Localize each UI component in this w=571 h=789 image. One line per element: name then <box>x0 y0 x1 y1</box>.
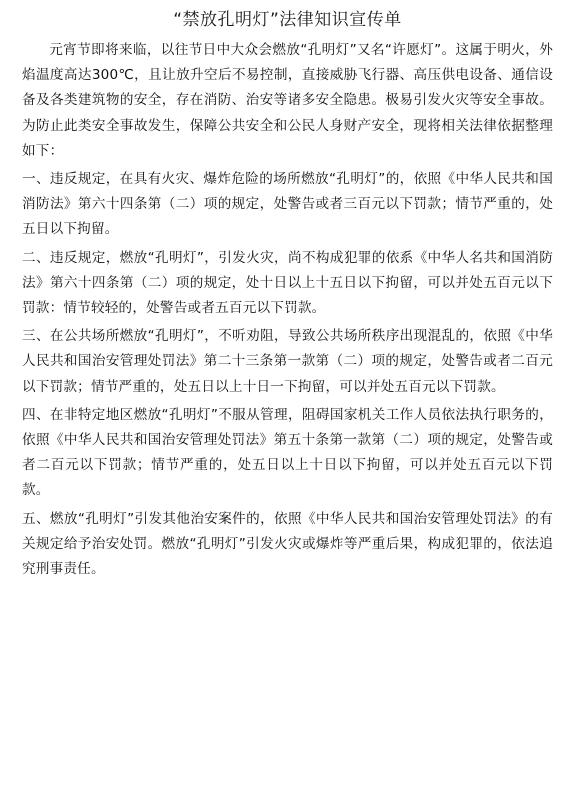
legal-item-4: 四、在非特定地区燃放“孔明灯”不服从管理，阻碍国家机关工作人员依法执行职务的，依照《中华人民共和国治安管理处罚法》第五十条第一款第（二）项的规定，处警告或者二百元以下罚款；情节严重的，处五日以上十日以下拘留，可以并处五百元以下罚款。 <box>22 406 553 499</box>
legal-item-3: 三、在公共场所燃放“孔明灯”，不听劝阻，导致公共场所秩序出现混乱的，依照《中华人民共和国治安管理处罚法》第二十三条第一款第（二）项的规定，处警告或者二百元以下罚款；情节严重的，处五日以上十日一下拘留，可以并处五百元以下罚款。 <box>22 328 553 395</box>
intro-paragraph: 元宵节即将来临，以往节日中大众会燃放“孔明灯”又名“许愿灯”。这属于明火，外焰温度高达300℃，且让放升空后不易控制，直接威胁飞行器、高压供电设备、通信设备及各类建筑物的安全，存在消防、治安等诸多安全隐患。极易引发火灾等安全事故。为防止此类安全事故发生，保障公共安全和公民人身财产安全，现将相关法律依据整理如下： <box>22 42 553 159</box>
legal-item-1: 一、违反规定，在具有火灾、爆炸危险的场所燃放“孔明灯”的，依照《中华人民共和国消防法》第六十四条第（二）项的规定，处警告或者三百元以下罚款；情节严重的，处五日以下拘留。 <box>22 171 553 238</box>
legal-item-2: 二、违反规定，燃放“孔明灯”，引发火灾，尚不构成犯罪的依系《中华人名共和国消防法》第六十四条第（二）项的规定，处十日以上十五日以下拘留，可以并处五百元以下罚款：情节较轻的，处警告或者五百元以下罚款。 <box>22 249 553 317</box>
document-title: “禁放孔明灯”法律知识宣传单 <box>173 10 402 30</box>
legal-item-5: 五、燃放“孔明灯”引发其他治安案件的，依照《中华人民共和国治安管理处罚法》的有关规定给予治安处罚。燃放“孔明灯”引发火灾或爆炸等严重后果，构成犯罪的，依法追究刑事责任。 <box>22 510 553 578</box>
